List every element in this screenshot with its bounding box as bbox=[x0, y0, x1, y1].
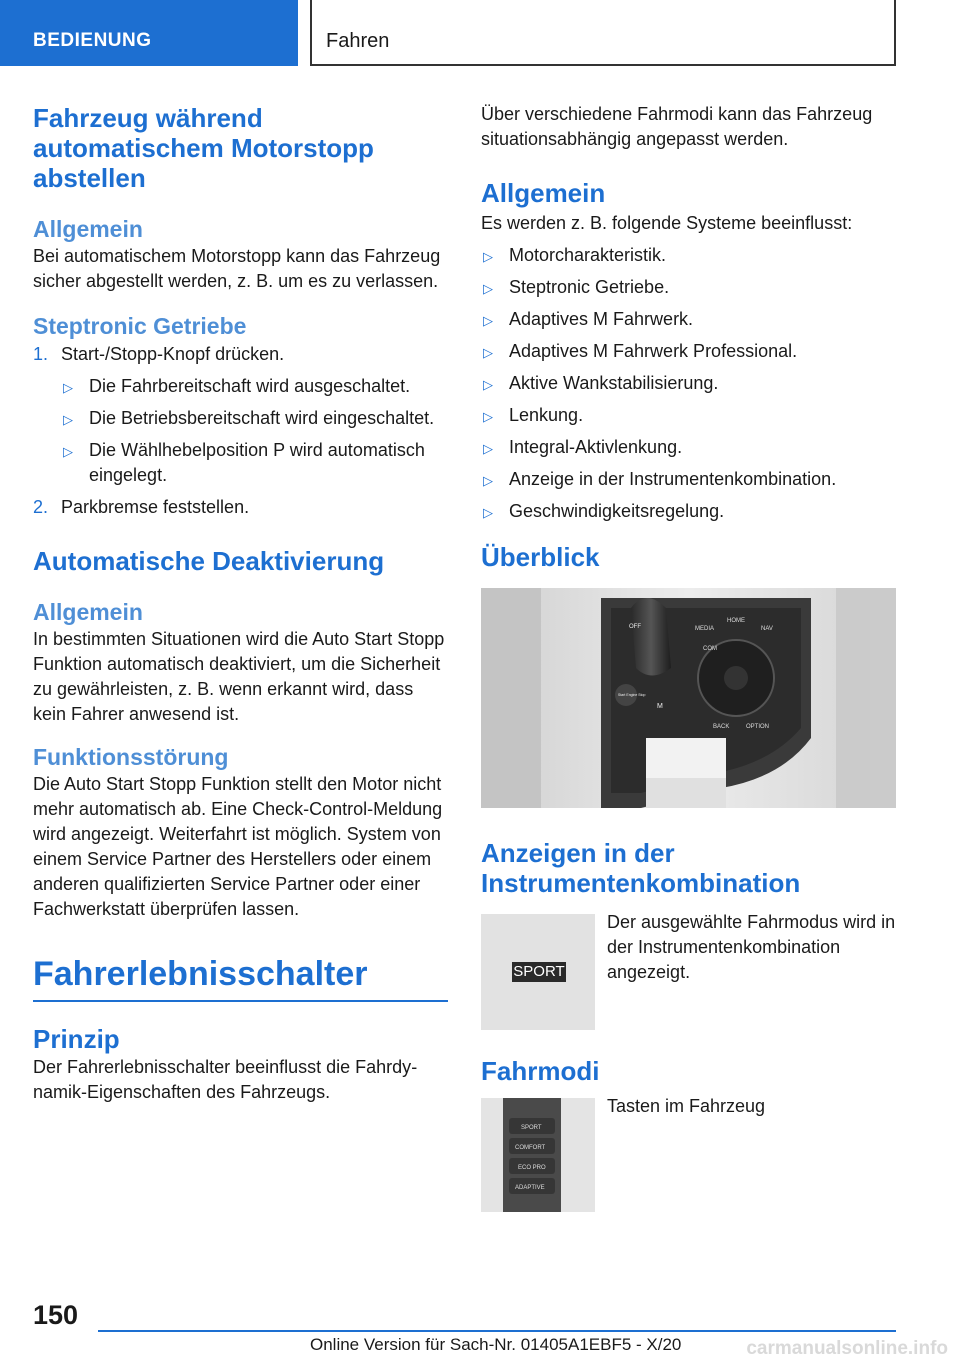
paragraph-anzeigen: Der ausgewählte Fahrmodus wird in der Instrumentenkombination angezeigt. bbox=[607, 912, 896, 982]
triangle-bullet-icon: ▷ bbox=[483, 377, 493, 392]
list-item bbox=[481, 371, 896, 396]
list-item-text: Lenkung. bbox=[509, 405, 584, 425]
paragraph-allgemein-2: In bestimmten Situationen wird die Auto Start Stopp Funktion automatisch deaktiviert, um die Sicherheit zu gewährleisten, z. B. wenn erkannt wird, dass kein Fahrer anwesend ist. bbox=[33, 629, 445, 724]
sub-item bbox=[61, 438, 448, 488]
paragraph-funktionsstoerung: Die Auto Start Stopp Funktion stellt den Motor nicht mehr automatisch ab. Eine Check-Control-Meldung wird angezeigt. Weiterfahrt ist möglich. System von einem Service Partner des Herstellers oder einem anderen qualifizierten Service Partner oder einer Fachwerkstatt überprüfen lassen. bbox=[33, 774, 443, 919]
console-label: M bbox=[657, 703, 663, 710]
triangle-bullet-icon: ▷ bbox=[483, 345, 493, 360]
fahrmodi-block bbox=[481, 1098, 896, 1214]
list-item-text: Adaptives M Fahrwerk Professional. bbox=[509, 341, 798, 361]
mode-buttons-photo bbox=[481, 1098, 595, 1212]
step-number: 2. bbox=[33, 497, 49, 517]
console-label: OFF bbox=[629, 624, 641, 630]
triangle-bullet-icon: ▷ bbox=[483, 441, 493, 456]
right-column bbox=[481, 102, 896, 1214]
step-number: 1. bbox=[33, 344, 49, 364]
paragraph-prinzip: Der Fahrerlebnisschalter beeinflusst die Fahrdynamik-Eigenschaften des Fahrzeugs. bbox=[33, 1057, 418, 1102]
chapter-title-fahrerlebnisschalter: Fahrerlebnisschalter bbox=[33, 955, 368, 993]
section-title-motorstopp: Fahrzeug während automatischem Motorstopp abstellen bbox=[33, 103, 374, 193]
watermark: carmanualsonline.info bbox=[746, 1338, 948, 1359]
triangle-bullet-icon: ▷ bbox=[483, 409, 493, 424]
list-item bbox=[481, 467, 896, 492]
sub-item bbox=[61, 374, 448, 399]
console-label: NAV bbox=[761, 626, 773, 632]
paragraph-fahrmodi: Tasten im Fahrzeug bbox=[607, 1096, 766, 1116]
triangle-bullet-icon: ▷ bbox=[483, 473, 493, 488]
console-label: HOME bbox=[727, 618, 745, 624]
heading-rule bbox=[33, 1000, 448, 1002]
console-label: OPTION bbox=[746, 724, 770, 730]
display-block bbox=[481, 914, 896, 1032]
triangle-bullet-icon: ▷ bbox=[63, 380, 73, 395]
mode-label: SPORT bbox=[521, 1125, 542, 1131]
list-item bbox=[481, 243, 896, 268]
section-label: BEDIENUNG bbox=[33, 30, 152, 51]
mode-label: ADAPTIVE bbox=[515, 1185, 545, 1191]
heading-steptronic: Steptronic Getriebe bbox=[33, 313, 247, 339]
list-item bbox=[481, 403, 896, 428]
console-label: Start Engine Stop bbox=[618, 693, 646, 697]
list-item-text: Motorcharakteristik. bbox=[509, 245, 667, 265]
mode-label: ECO PRO bbox=[518, 1165, 546, 1171]
console-illustration bbox=[481, 588, 896, 808]
heading-allgemein-3: Allgemein bbox=[481, 178, 606, 208]
list-item-text: Aktive Wankstabilisierung. bbox=[509, 373, 719, 393]
list-item-text: Adaptives M Fahrwerk. bbox=[509, 309, 694, 329]
steps-list bbox=[33, 342, 448, 520]
heading-prinzip: Prinzip bbox=[33, 1024, 120, 1054]
list-item-text: Geschwindigkeitsregelung. bbox=[509, 501, 725, 521]
triangle-bullet-icon: ▷ bbox=[483, 313, 493, 328]
list-item bbox=[481, 435, 896, 460]
section-tab bbox=[0, 0, 298, 66]
step-item bbox=[33, 342, 448, 488]
mode-buttons-illustration bbox=[481, 1098, 595, 1212]
page-number: 150 bbox=[33, 1300, 79, 1330]
list-item-text: Steptronic Getriebe. bbox=[509, 277, 670, 297]
heading-anzeigen: Anzeigen in der Instrumentenkombination bbox=[481, 838, 801, 898]
step-text: Parkbremse feststellen. bbox=[61, 497, 250, 517]
heading-ueberblick: Überblick bbox=[481, 542, 600, 572]
step-item bbox=[33, 495, 448, 520]
chapter-label: Fahren bbox=[326, 30, 390, 52]
display-photo bbox=[481, 914, 595, 1030]
paragraph-allgemein-3: Es werden z. B. folgende Systeme beeinflusst: bbox=[481, 213, 853, 233]
footer-online-version: Online Version für Sach-Nr. 01405A1EBF5 - X/20 bbox=[310, 1335, 682, 1354]
systems-list bbox=[481, 243, 896, 524]
heading-allgemein-1: Allgemein bbox=[33, 216, 143, 242]
list-item-text: Anzeige in der Instrumentenkombination. bbox=[509, 469, 837, 489]
triangle-bullet-icon: ▷ bbox=[483, 249, 493, 264]
triangle-bullet-icon: ▷ bbox=[63, 444, 73, 459]
heading-allgemein-2: Allgemein bbox=[33, 599, 143, 625]
sport-badge: SPORT bbox=[513, 963, 565, 980]
paragraph-intro: Über verschiedene Fahrmodi kann das Fahrzeug situationsabhängig angepasst werden. bbox=[481, 104, 873, 149]
footer-rule bbox=[98, 1330, 896, 1332]
triangle-bullet-icon: ▷ bbox=[483, 281, 493, 296]
console-label: MEDIA bbox=[695, 626, 715, 632]
list-item bbox=[481, 499, 896, 524]
heading-funktionsstoerung: Funktionsstörung bbox=[33, 744, 229, 770]
section-title-deaktivierung: Automatische Deaktivierung bbox=[33, 546, 385, 576]
heading-fahrmodi: Fahrmodi bbox=[481, 1056, 600, 1086]
mode-label: COMFORT bbox=[515, 1145, 546, 1151]
step-text: Start-/Stopp-Knopf drücken. bbox=[61, 344, 285, 364]
chapter-tab bbox=[310, 0, 896, 66]
sub-item-text: Die Fahrbereitschaft wird ausgeschaltet. bbox=[89, 376, 411, 396]
triangle-bullet-icon: ▷ bbox=[63, 412, 73, 427]
list-item bbox=[481, 339, 896, 364]
left-column bbox=[33, 100, 448, 1105]
paragraph-allgemein-1: Bei automatischem Motorstopp kann das Fahrzeug sicher abgestellt werden, z. B. um es zu verlassen. bbox=[33, 246, 441, 291]
sub-item-text: Die Wählhebelposition P wird automatisch eingelegt. bbox=[89, 440, 425, 485]
sub-item bbox=[61, 406, 448, 431]
list-item bbox=[481, 307, 896, 332]
triangle-bullet-icon: ▷ bbox=[483, 505, 493, 520]
sub-item-text: Die Betriebsbereitschaft wird eingeschaltet. bbox=[89, 408, 435, 428]
console-photo bbox=[481, 588, 896, 808]
console-label: COM bbox=[703, 646, 717, 652]
list-item bbox=[481, 275, 896, 300]
console-label: BACK bbox=[713, 724, 730, 730]
list-item-text: Integral-Aktivlenkung. bbox=[509, 437, 683, 457]
sub-list bbox=[61, 374, 448, 488]
